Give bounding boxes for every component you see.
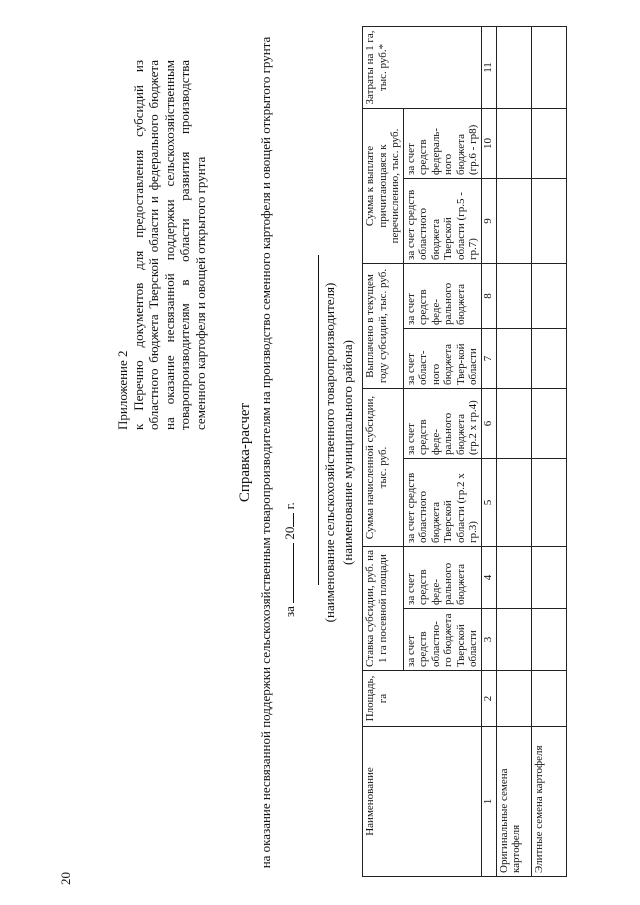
producer-underline (318, 255, 319, 585)
empty-cell (531, 547, 566, 609)
empty-cell (496, 329, 531, 389)
document-title: Справка-расчет (237, 402, 253, 503)
header-name: Наименование (363, 727, 482, 877)
subheader-col7: за счет област-ного бюджета Твер-кой области (403, 329, 481, 389)
empty-cell (531, 108, 566, 178)
subheader-col10: за счет средств федераль-ного бюджета (гр.6 - гр8) (403, 108, 481, 178)
empty-cell (531, 329, 566, 389)
table-row (496, 26, 531, 876)
col-number: 8 (481, 264, 496, 329)
subheader-col4: за счет средств феде-рального бюджета (403, 547, 481, 609)
empty-cell (531, 389, 566, 459)
producer-caption: (наименование сельскохозяйственного товаропроизводителя) (322, 282, 337, 623)
calculation-table (362, 26, 567, 877)
empty-cell (531, 264, 566, 329)
column-number-row (481, 26, 496, 876)
empty-cell (531, 671, 566, 727)
period-blank (283, 543, 294, 603)
empty-cell (496, 26, 531, 108)
year-blank (283, 513, 294, 527)
municipality-caption: (наименование муниципального района) (340, 340, 355, 565)
header-cost: Затраты на 1 га, тыс. руб.* (363, 26, 482, 108)
subheader-col8: за счет средств феде-рального бюджета (403, 264, 481, 329)
empty-cell (496, 389, 531, 459)
header-rate: Ставка субсидии, руб. на 1 га посевной площади (363, 547, 404, 671)
period-suffix: г. (282, 502, 297, 510)
table-row (531, 26, 566, 876)
col-number: 5 (481, 459, 496, 547)
col-number: 4 (481, 547, 496, 609)
empty-cell (531, 179, 566, 264)
col-number: 7 (481, 329, 496, 389)
subheader-col6: за счет средств феде-рального бюджета (гр.2 х гр.4) (403, 389, 481, 459)
col-number: 10 (481, 108, 496, 178)
table-header-row (363, 26, 404, 876)
appendix-title: Приложение 2 (115, 350, 130, 430)
empty-cell (496, 179, 531, 264)
row-label: Элитные семена картофеля (531, 727, 566, 877)
empty-cell (531, 26, 566, 108)
empty-cell (496, 547, 531, 609)
col-number: 2 (481, 671, 496, 727)
header-paid: Выплачено в текущем году субсидий, тыс. руб. (363, 264, 404, 389)
period-year-prefix: 20 (282, 526, 297, 540)
empty-cell (496, 609, 531, 671)
document-subtitle: на оказание несвязанной поддержки сельскохозяйственным товаропроизводителям на производство семенного картофеля и овощей открытого грунта (258, 36, 273, 869)
col-number: 9 (481, 179, 496, 264)
empty-cell (496, 264, 531, 329)
col-number: 11 (481, 26, 496, 108)
period-line (282, 502, 298, 617)
appendix-block (115, 60, 209, 430)
page-number: 20 (58, 872, 73, 885)
period-prefix: за (282, 606, 297, 617)
empty-cell (531, 609, 566, 671)
col-number: 3 (481, 609, 496, 671)
header-due: Сумма к выплате причитающаяся к перечислению, тыс. руб. (363, 108, 404, 263)
header-area: Площадь, га (363, 671, 482, 727)
subheader-col5: за счет средств областного бюджета Тверской области (гр.2 х гр.3) (403, 459, 481, 547)
empty-cell (496, 671, 531, 727)
empty-cell (496, 108, 531, 178)
row-label: Оригинальные семена картофеля (496, 727, 531, 877)
subheader-col3: за счет средств областно-го бюджета Тверской области (403, 609, 481, 671)
subheader-col9: за счет средств областного бюджета Тверской области (гр.5 - гр.7) (403, 179, 481, 264)
appendix-text: к Перечню документов для предоставления субсидий из областного бюджета Тверской области и федерального бюджета на оказание несвязанной поддержки сельскохозяйственным товаропроизводителям в области развития производства семенного картофеля и овощей открытого грунта (130, 60, 208, 430)
empty-cell (531, 459, 566, 547)
header-accrued: Сумма начисленной субсидии, тыс. руб. (363, 389, 404, 547)
empty-cell (496, 459, 531, 547)
col-number: 6 (481, 389, 496, 459)
col-number: 1 (481, 727, 496, 877)
